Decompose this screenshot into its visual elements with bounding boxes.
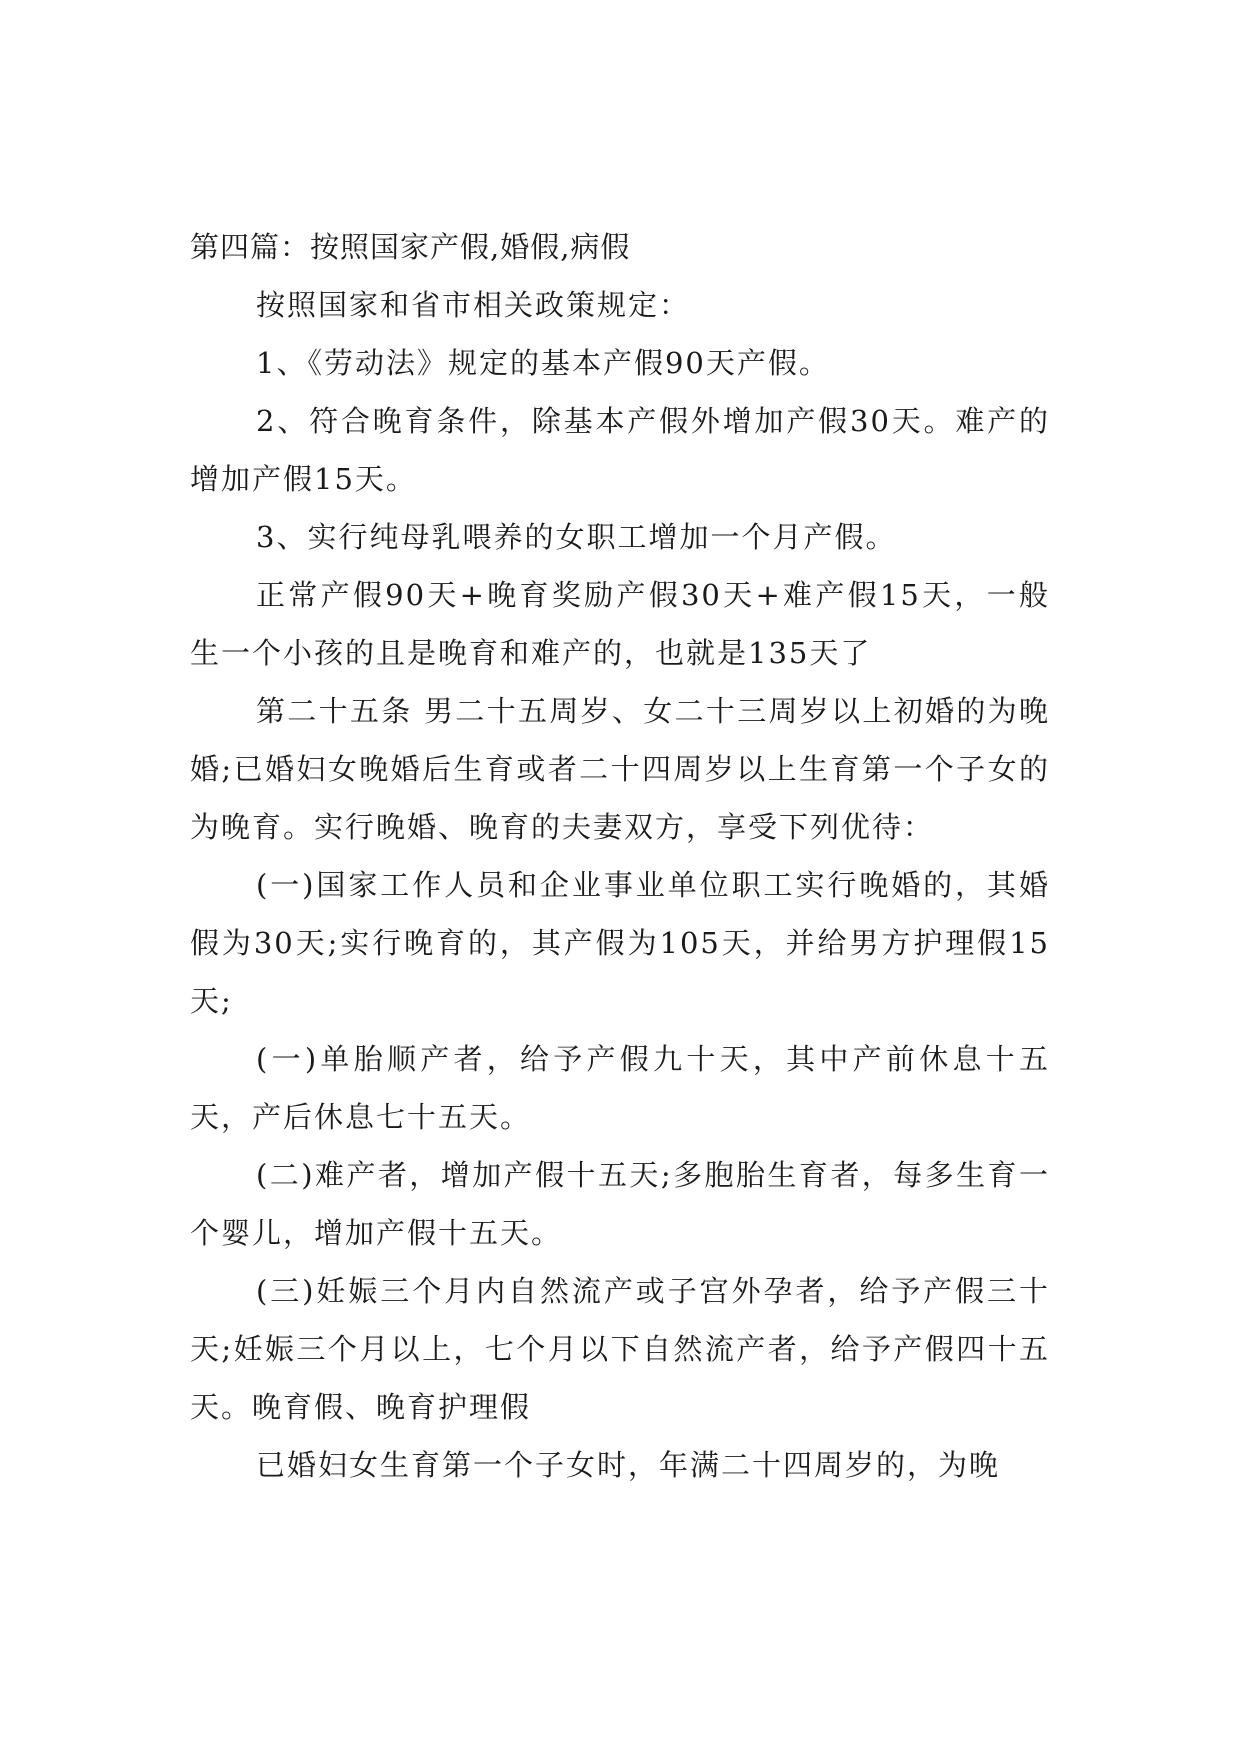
paragraph: (一)单胎顺产者，给予产假九十天，其中产前休息十五天，产后休息七十五天。 (190, 1042, 1050, 1134)
paragraph: 2、符合晚育条件，除基本产假外增加产假30天。难产的增加产假15天。 (190, 404, 1050, 496)
paragraph: (二)难产者，增加产假十五天;多胞胎生育者，每多生育一个婴儿，增加产假十五天。 (190, 1158, 1050, 1250)
paragraph: 正常产假90天+晚育奖励产假30天+难产假15天，一般生一个小孩的且是晚育和难产的，也就是135天了 (190, 578, 1050, 670)
paragraph: 已婚妇女生育第一个子女时，年满二十四周岁的，为晚 (256, 1448, 1001, 1482)
paragraph: 1、《劳动法》规定的基本产假90天产假。 (256, 346, 830, 380)
document-body (190, 218, 1050, 1494)
document-title: 第四篇：按照国家产假,婚假,病假 (190, 230, 631, 264)
paragraph: 第二十五条 男二十五周岁、女二十三周岁以上初婚的为晚婚;已婚妇女晚婚后生育或者二十四周岁以上生育第一个子女的为晚育。实行晚婚、晚育的夫妻双方，享受下列优待： (190, 694, 1050, 844)
paragraph: 按照国家和省市相关政策规定： (256, 288, 691, 322)
paragraph: (三)妊娠三个月内自然流产或子宫外孕者，给予产假三十天;妊娠三个月以上，七个月以下自然流产者，给予产假四十五天。晚育假、晚育护理假 (190, 1274, 1050, 1424)
paragraph: 3、实行纯母乳喂养的女职工增加一个月产假。 (256, 520, 897, 554)
paragraph: (一)国家工作人员和企业事业单位职工实行晚婚的，其婚假为30天;实行晚育的，其产假为105天，并给男方护理假15天; (190, 868, 1050, 1018)
